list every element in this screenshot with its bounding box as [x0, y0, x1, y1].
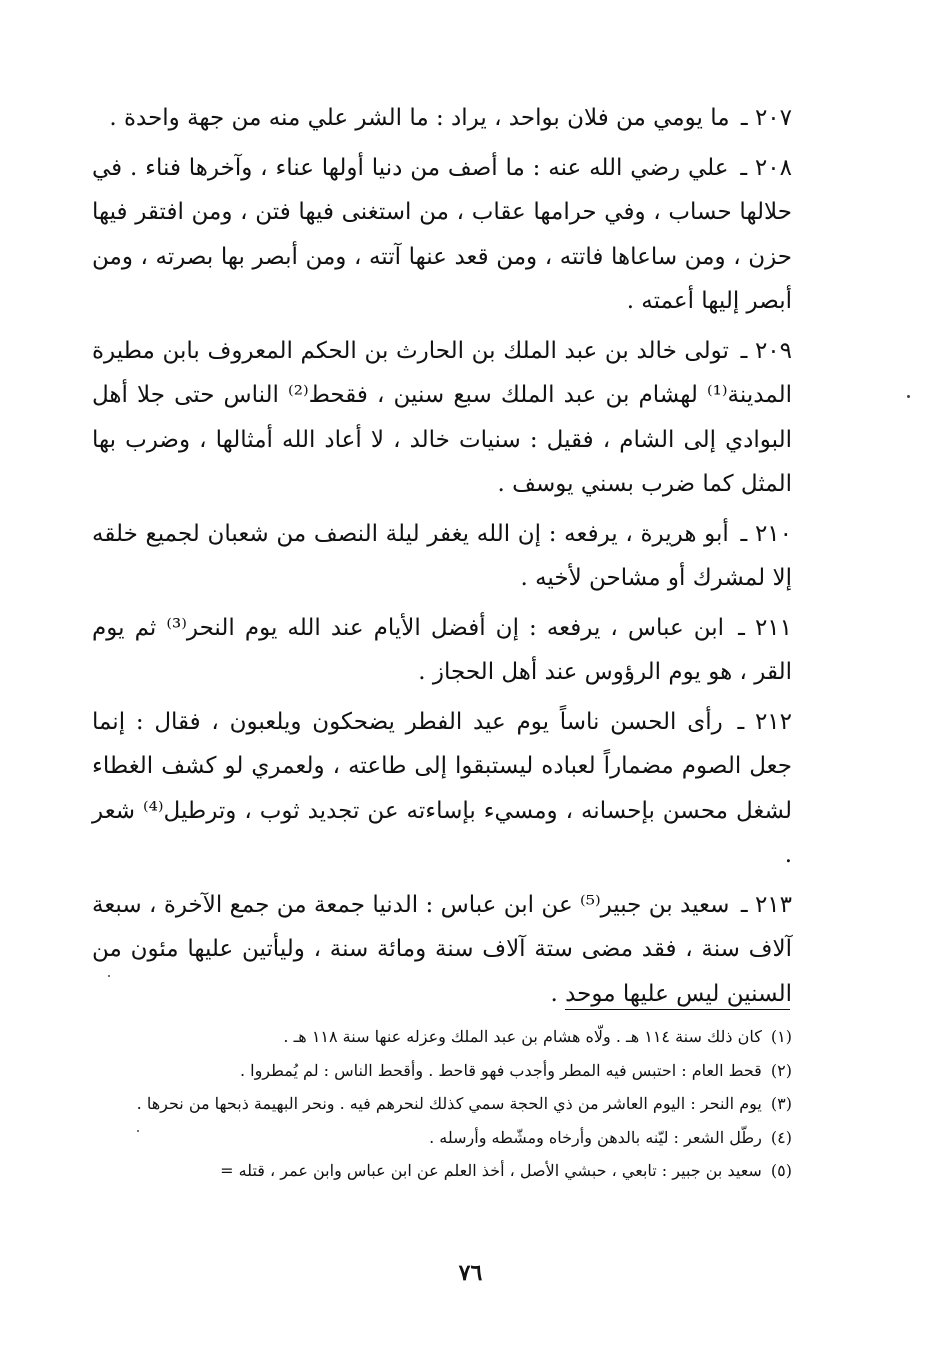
- footnote-4: [78, 1121, 792, 1155]
- footnote-marker: (٣): [770, 1094, 792, 1113]
- footnote-text: قحط العام : احتبس فيه المطر وأجدب فهو قاحط . وأقحط الناس : لم يُمطروا .: [239, 1060, 762, 1080]
- paragraph-number: ٢١٢ ـ: [737, 708, 792, 735]
- paragraph-213: [92, 883, 792, 1017]
- footnote-marker: (٥): [770, 1161, 792, 1180]
- footnote-text: يوم النحر : اليوم العاشر من ذي الحجة سمي كذلك لنحرهم فيه . ونحر البهيمة ذبحها من نحرها .: [136, 1094, 762, 1113]
- footnote-text: كان ذلك سنة ١١٤ هـ . ولّاه هشام بن عبد الملك وعزله عنها سنة ١١٨ هـ .: [283, 1027, 762, 1046]
- paragraph-text: سعيد بن جبير⁽⁵⁾ عن ابن عباس : الدنيا جمعة من جمع الآخرة ، سبعة آلاف سنة ، فقد مضى ستة آلاف سنة ومائة سنة ، وليأتين عليها مئون من السنين ليس عليها موحد .: [92, 891, 792, 1007]
- paragraph-211: [92, 606, 792, 695]
- paragraph-text: ابن عباس ، يرفعه : إن أفضل الأيام عند الله يوم النحر⁽³⁾ ثم يوم القر ، هو يوم الرؤوس عند أهل الحجاز .: [92, 614, 792, 685]
- scan-speck: [108, 975, 110, 977]
- footnote-3: [78, 1087, 792, 1121]
- footnote-text: رطّل الشعر : ليّنه بالدهن وأرخاه ومشّطه وأرسله .: [429, 1127, 762, 1147]
- main-text: [92, 96, 792, 1021]
- scan-speck: [907, 395, 910, 398]
- footnote-divider: [565, 1009, 790, 1010]
- paragraph-number: ٢١١ ـ: [738, 614, 792, 641]
- paragraph-number: ٢١٣ ـ: [740, 891, 792, 918]
- footnote-marker: (٤): [770, 1127, 792, 1147]
- footnote-text: سعيد بن جبير : تابعي ، حبشي الأصل ، أخذ العلم عن ابن عباس وابن عمر ، قتله =: [220, 1161, 762, 1180]
- paragraph-number: ٢١٠ ـ: [740, 520, 792, 547]
- paragraph-209: [92, 329, 792, 507]
- footnote-marker: (١): [770, 1027, 792, 1046]
- paragraph-number: ٢٠٨ ـ: [740, 154, 792, 181]
- paragraph-210: [92, 512, 792, 601]
- footnote-2: [78, 1054, 792, 1088]
- footnotes: [78, 1020, 792, 1188]
- paragraph-207: [92, 96, 792, 141]
- footnote-marker: (٢): [770, 1060, 792, 1080]
- scan-speck: [137, 1130, 139, 1132]
- paragraph-212: [92, 700, 792, 878]
- footnote-1: [78, 1020, 792, 1054]
- footnote-5: [78, 1154, 792, 1188]
- paragraph-text: علي رضي الله عنه : ما أصف من دنيا أولها عناء ، وآخرها فناء . في حلالها حساب ، وفي حرامها عقاب ، من استغنى فيها فتن ، ومن افتقر فيها حزن ، ومن ساعاها فاتته ، ومن قعد عنها آتته ، ومن أبصر بها بصرته ، ومن أبصر إليها أعمته .: [92, 154, 792, 314]
- paragraph-text: رأى الحسن ناساً يوم عيد الفطر يضحكون ويلعبون ، فقال : إنما جعل الصوم مضماراً لعباده ليستبقوا إلى طاعته ، ولعمري لو كشف الغطاء لشغل محسن بإحسانه ، ومسيء بإساءته عن تجديد ثوب ، وترطيل⁽⁴⁾ شعر .: [92, 708, 792, 868]
- page-number: ٧٦: [458, 1260, 483, 1286]
- paragraph-number: ٢٠٧ ـ: [740, 105, 792, 131]
- paragraph-208: [92, 146, 792, 324]
- paragraph-number: ٢٠٩ ـ: [740, 337, 793, 364]
- paragraph-text: ما يومي من فلان بواحد ، يراد : ما الشر علي منه من جهة واحدة .: [109, 105, 730, 131]
- paragraph-text: تولى خالد بن عبد الملك بن الحارث بن الحكم المعروف بابن مطيرة المدينة⁽¹⁾ لهشام بن عبد الملك سبع سنين ، فقحط⁽²⁾ الناس حتى جلا أهل البوادي إلى الشام ، فقيل : سنيات خالد ، لا أعاد الله أمثالها ، وضرب بها المثل كما ضرب بسني يوسف .: [92, 337, 792, 497]
- paragraph-text: أبو هريرة ، يرفعه : إن الله يغفر ليلة النصف من شعبان لجميع خلقه إلا لمشرك أو مشاحن لأخيه .: [92, 520, 792, 591]
